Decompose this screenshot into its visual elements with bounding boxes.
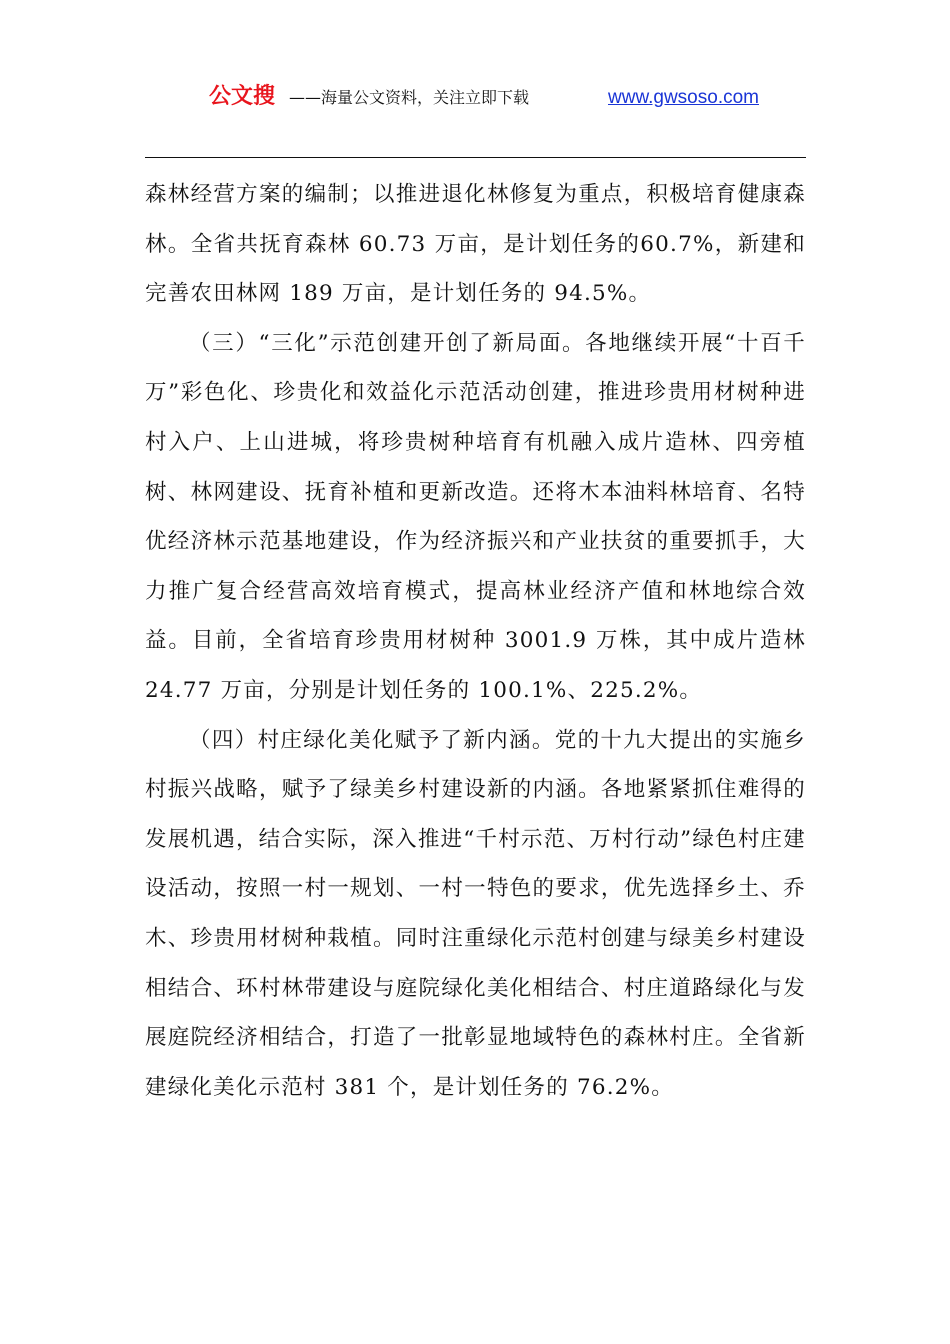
header-divider	[145, 157, 806, 158]
website-link[interactable]: www.gwsoso.com	[608, 87, 759, 108]
paragraph-section-four: （四）村庄绿化美化赋予了新内涵。党的十九大提出的实施乡村振兴战略，赋予了绿美乡村建设新的内涵。各地紧紧抓住难得的发展机遇，结合实际，深入推进“千村示范、万村行动”绿色村庄建设活动，按照一村一规划、一村一特色的要求，优先选择乡土、乔木、珍贵用材树种栽植。同时注重绿化示范村创建与绿美乡村建设相结合、环村林带建设与庭院绿化美化相结合、村庄道路绿化与发展庭院经济相结合，打造了一批彰显地域特色的森林村庄。全省新建绿化美化示范村 381 个，是计划任务的 76.2%。	[145, 727, 806, 1100]
brand-logo-text: 公文搜	[209, 84, 276, 109]
page-header	[0, 82, 950, 116]
header-tagline: ——海量公文资料，关注立即下载	[289, 88, 530, 107]
paragraph-section-three: （三）“三化”示范创建开创了新局面。各地继续开展“十百千万”彩色化、珍贵化和效益化示范活动创建，推进珍贵用材树种进村入户、上山进城，将珍贵树种培育有机融入成片造林、四旁植树、林网建设、抚育补植和更新改造。还将木本油料林培育、名特优经济林示范基地建设，作为经济振兴和产业扶贫的重要抓手，大力推广复合经营高效培育模式，提高林业经济产值和林地综合效益。目前，全省培育珍贵用材树种 3001.9 万株，其中成片造林 24.77 万亩，分别是计划任务的 100.1%、225.2%。	[145, 330, 806, 703]
document-body	[145, 170, 806, 1112]
paragraph-continuation: 森林经营方案的编制；以推进退化林修复为重点，积极培育健康森林。全省共抚育森林 60.73 万亩，是计划任务的60.7%，新建和完善农田林网 189 万亩，是计划任务的 94.5%。	[145, 182, 806, 307]
